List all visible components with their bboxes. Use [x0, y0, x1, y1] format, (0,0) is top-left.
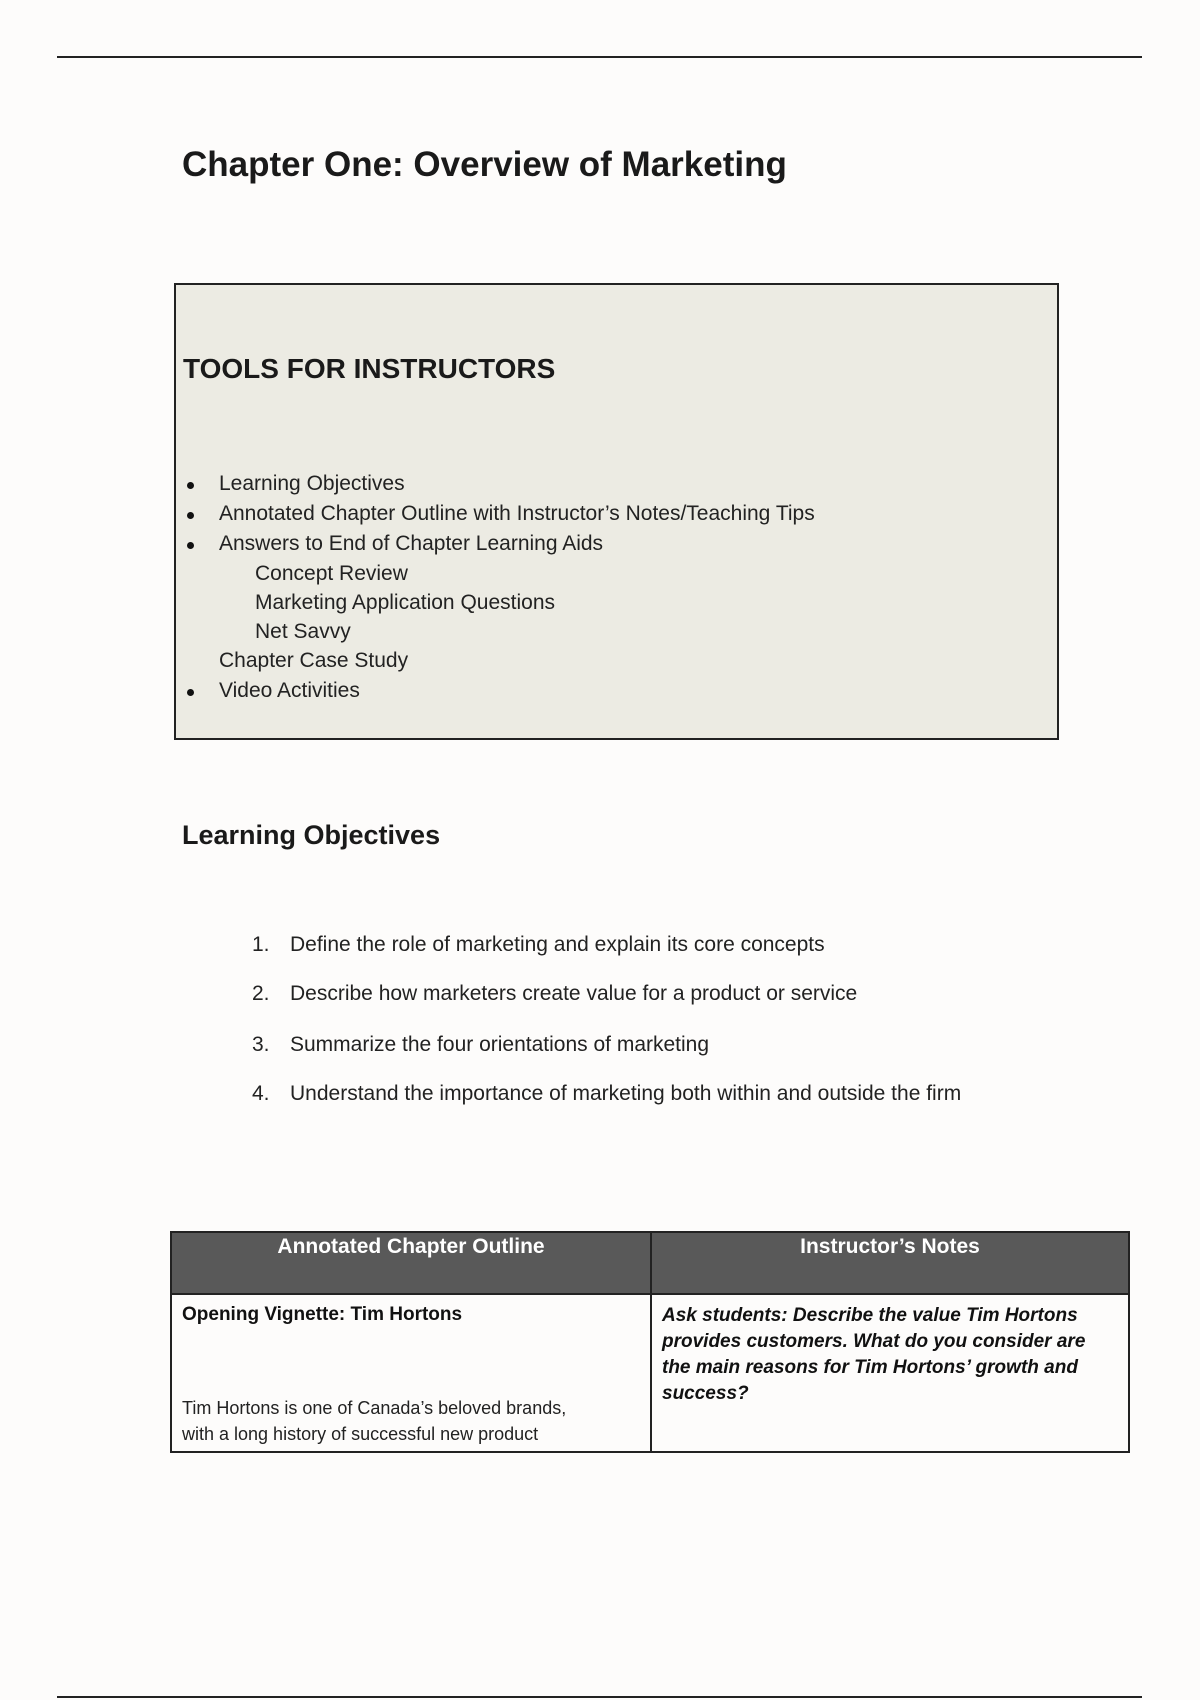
- objective-item: [252, 1032, 961, 1057]
- objective-number: 1.: [252, 933, 270, 956]
- outline-cell: [171, 1294, 651, 1452]
- tools-list-subitem: Concept Review: [255, 562, 408, 585]
- learning-objectives-heading: Learning Objectives: [182, 820, 441, 850]
- outline-body-line: Tim Hortons is one of Canada’s beloved brands,: [182, 1398, 567, 1418]
- tools-list-item: Answers to End of Chapter Learning Aids: [176, 529, 815, 559]
- tools-for-instructors-box: [174, 283, 1059, 740]
- table-row: [171, 1294, 1129, 1452]
- objective-text: Describe how marketers create value for a product or service: [290, 982, 858, 1005]
- objective-text: Define the role of marketing and explain its core concepts: [290, 933, 825, 956]
- table-header-row: [171, 1232, 1129, 1294]
- tools-list-item: Video Activities: [176, 676, 815, 706]
- bullet-icon: [187, 542, 194, 549]
- tools-list-item: Learning Objectives: [176, 469, 815, 499]
- objective-item: [252, 981, 961, 1006]
- objective-number: 2.: [252, 982, 270, 1005]
- notes-cell: [651, 1294, 1129, 1452]
- bottom-rule: [57, 1696, 1142, 1698]
- chapter-title: Chapter One: Overview of Marketing: [182, 145, 787, 184]
- outline-cell-heading: Opening Vignette: Tim Hortons: [182, 1304, 463, 1325]
- instructor-note: Ask students: Describe the value Tim Hortons provides customers. What do you consider are the main reasons for Tim Hortons’ growth and success?: [662, 1305, 1086, 1404]
- top-rule: [57, 56, 1142, 58]
- tools-list-item: Annotated Chapter Outline with Instructor’s Notes/Teaching Tips: [176, 499, 815, 529]
- tools-list-subitem: Net Savvy: [255, 620, 351, 643]
- bullet-icon: [187, 689, 194, 696]
- objective-item: [252, 932, 961, 957]
- tools-list-item: Chapter Case Study: [219, 649, 409, 672]
- objective-item: [252, 1081, 961, 1106]
- learning-objectives-list: [252, 932, 961, 1130]
- objective-text: Summarize the four orientations of marketing: [290, 1033, 710, 1056]
- tools-heading: TOOLS FOR INSTRUCTORS: [183, 353, 556, 384]
- tools-list: [176, 469, 815, 706]
- tools-list-subitem: Marketing Application Questions: [255, 591, 555, 614]
- bullet-icon: [187, 512, 194, 519]
- annotated-outline-table: [170, 1231, 1130, 1453]
- objective-number: 3.: [252, 1033, 270, 1056]
- objective-number: 4.: [252, 1082, 270, 1105]
- outline-column-header: Annotated Chapter Outline: [171, 1232, 651, 1294]
- bullet-icon: [187, 482, 194, 489]
- outline-cell-body: [182, 1395, 641, 1447]
- objective-text: Understand the importance of marketing both within and outside the firm: [290, 1082, 962, 1105]
- notes-column-header: Instructor’s Notes: [651, 1232, 1129, 1294]
- outline-body-line: with a long history of successful new product: [182, 1424, 539, 1444]
